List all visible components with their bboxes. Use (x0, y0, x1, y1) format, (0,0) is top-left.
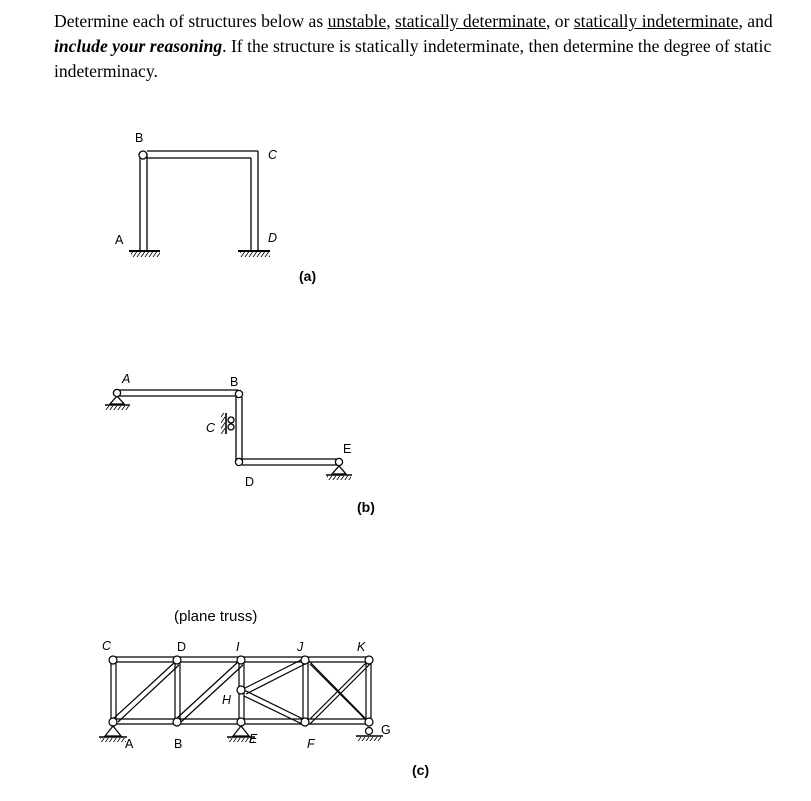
member-ab-b (119, 390, 238, 396)
label-c-e: E (249, 732, 258, 746)
figure-b (105, 389, 352, 480)
roller-support-c (221, 413, 234, 434)
term-statically-indeterminate: statically indeterminate (573, 11, 739, 31)
label-c-h: H (222, 693, 232, 707)
separator: , (386, 11, 396, 31)
joint-j (301, 656, 309, 664)
joint-e (237, 718, 245, 726)
roller-support-g (356, 728, 383, 742)
joint-d (173, 656, 181, 664)
joint-h (237, 686, 245, 694)
hinge-b (139, 151, 147, 159)
label-b-b: B (230, 375, 239, 389)
label-a-a: A (115, 233, 124, 247)
joint-f (301, 718, 309, 726)
caption-a: (a) (299, 268, 317, 284)
label-c-i: I (236, 640, 240, 654)
figure-c-labels (102, 608, 429, 778)
label-c-c: C (102, 639, 112, 653)
member-de (242, 459, 337, 465)
figure-c (99, 656, 383, 742)
problem-text: Determine each of structures below as (54, 11, 328, 31)
figure-b-labels (121, 372, 375, 515)
term-unstable: unstable (327, 11, 387, 31)
term-statically-determinate: statically determinate (395, 11, 546, 31)
hinge-b-b (235, 390, 242, 397)
label-b-d: D (245, 475, 255, 489)
label-c-k: K (357, 640, 366, 654)
fixed-support-d (238, 251, 270, 257)
member-ab (140, 155, 147, 250)
emphasis-reasoning: include your reasoning (54, 36, 223, 56)
joint-c (109, 656, 117, 664)
label-c-a: A (125, 737, 134, 751)
fixed-support-a (129, 251, 160, 257)
figure-a (129, 151, 270, 257)
label-a-d: D (268, 231, 278, 245)
label-a-c: C (268, 148, 278, 162)
label-c-j: J (297, 640, 304, 654)
label-c-g: G (381, 723, 391, 737)
joint-k (365, 656, 373, 664)
label-c-b: B (174, 737, 183, 751)
caption-b: (b) (357, 499, 375, 515)
pin-support-a-c (99, 726, 127, 742)
joint-b (173, 718, 181, 726)
label-b-a: A (122, 372, 131, 386)
label-a-b: B (135, 131, 144, 145)
label-c-f: F (307, 737, 315, 751)
joint-g (365, 718, 373, 726)
joint-a (109, 718, 117, 726)
member-bd (236, 397, 242, 462)
hinge-d-b (235, 458, 242, 465)
plane-truss-note: (plane truss) (174, 608, 258, 625)
pin-support-e (326, 458, 352, 480)
pin-support-a (105, 389, 130, 410)
label-b-c: C (206, 421, 216, 435)
joint-i (237, 656, 245, 664)
member-bc (147, 151, 258, 250)
separator: , or (545, 11, 574, 31)
problem-text: . If the structure is statically indeterminate, then determine the degree of static indeterminacy. (54, 36, 772, 81)
caption-c: (c) (412, 762, 430, 778)
label-c-d: D (177, 640, 187, 654)
problem-text: , and (738, 11, 773, 31)
label-b-e: E (343, 442, 352, 456)
